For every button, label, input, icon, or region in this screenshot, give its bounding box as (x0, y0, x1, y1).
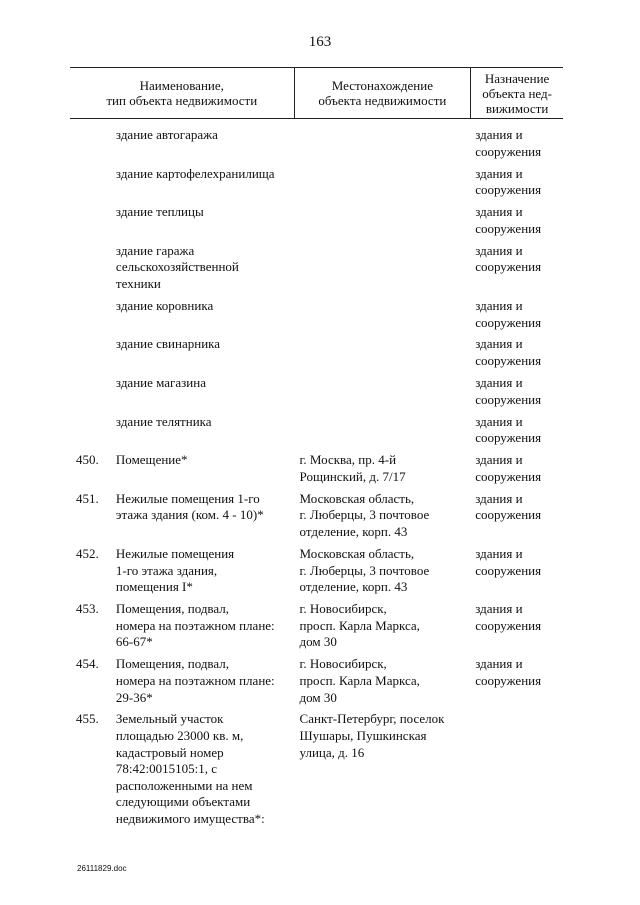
table-row (70, 298, 563, 331)
row-number (70, 414, 116, 447)
row-number (70, 127, 116, 160)
property-table (70, 67, 563, 833)
row-name: Помещение* (115, 452, 188, 468)
row-purpose: здания и сооружения (475, 242, 542, 275)
row-name: здание теплицы (115, 204, 204, 220)
row-name: здание магазина (115, 375, 206, 391)
header-purpose: Назначение объекта нед- вижимости (482, 70, 552, 116)
row-name: Помещения, подвал, номера на поэтажном плане: 29-36* (115, 656, 275, 705)
table-row (70, 711, 563, 827)
row-location (300, 166, 476, 199)
table-row (70, 127, 563, 160)
document-filename: 26111829.doc (77, 864, 127, 873)
row-number: 453. (76, 601, 99, 617)
row-purpose: здания и сооружения (475, 165, 542, 198)
row-location: г. Москва, пр. 4-й Рощинский, д. 7/17 (299, 452, 406, 484)
row-purpose: здания и сооружения (475, 656, 542, 688)
row-name: здание гаража сельскохозяйственной техники (115, 242, 239, 291)
row-number: 451. (76, 490, 99, 506)
row-name: Земельный участок площадью 23000 кв. м, кадастровый номер 78:42:0015105:1, с расположенными на нем следующими объектами недвижимого имущества*: (115, 711, 265, 827)
row-location (300, 375, 476, 408)
row-name: здание автогаража (115, 127, 218, 142)
row-name: Нежилые помещения 1-го этажа здания, помещения I* (115, 545, 235, 595)
row-number (70, 336, 116, 369)
row-location: г. Новосибирск, просп. Карла Маркса, дом 30 (299, 601, 420, 650)
row-number: 454. (76, 656, 99, 672)
header-location: Местонахождение объекта недвижимости (294, 68, 472, 118)
row-location: Московская область, г. Люберцы, 3 почтовое отделение, корп. 43 (299, 490, 430, 539)
row-number: 455. (76, 711, 99, 727)
row-number (70, 204, 116, 237)
table-row (70, 656, 563, 706)
row-location: Санкт-Петербург, поселок Шушары, Пушкинская улица, д. 16 (299, 711, 445, 760)
row-name: здание коровника (115, 297, 214, 313)
row-location: г. Новосибирск, просп. Карла Маркса, дом 30 (299, 656, 420, 705)
table-row (70, 166, 563, 199)
row-name: Нежилые помещения 1-го этажа здания (ком. 4 - 10)* (115, 490, 264, 523)
table-row (70, 243, 563, 293)
row-location (300, 336, 476, 369)
table-body (70, 119, 563, 828)
row-number: 452. (76, 545, 99, 561)
row-purpose: здания и сооружения (475, 127, 542, 159)
row-purpose (475, 711, 563, 827)
row-number (70, 298, 116, 331)
row-number (70, 375, 116, 408)
table-row (70, 375, 563, 408)
row-name: здание телятника (115, 413, 212, 429)
header-name: Наименование, тип объекта недвижимости (106, 78, 258, 108)
table-row (70, 601, 563, 651)
row-purpose: здания и сооружения (475, 204, 542, 236)
row-name: здание свинарника (115, 336, 221, 352)
row-purpose: здания и сооружения (475, 413, 542, 446)
row-number (70, 166, 116, 199)
table-row (70, 452, 563, 485)
row-name: Помещения, подвал, номера на поэтажном плане: 66-67* (115, 601, 275, 650)
row-number (70, 243, 116, 293)
row-purpose: здания и сооружения (475, 601, 542, 633)
row-purpose: здания и сооружения (475, 452, 542, 484)
page-number: 163 (308, 34, 332, 50)
table-row (70, 336, 563, 369)
row-location (300, 243, 476, 293)
row-number: 450. (76, 452, 99, 468)
row-purpose: здания и сооружения (475, 336, 542, 369)
row-purpose: здания и сооружения (475, 375, 542, 407)
row-location (300, 414, 476, 447)
row-purpose: здания и сооружения (475, 545, 542, 578)
table-row (70, 414, 563, 447)
row-purpose: здания и сооружения (475, 297, 542, 330)
table-row (70, 546, 563, 596)
table-row (70, 491, 563, 541)
row-purpose: здания и сооружения (475, 490, 542, 523)
row-location: Московская область, г. Люберцы, 3 почтовое отделение, корп. 43 (299, 545, 430, 595)
table-row (70, 204, 563, 237)
row-name: здание картофелехранилища (115, 165, 275, 181)
table-header (70, 67, 563, 119)
row-location (300, 298, 476, 331)
row-location (300, 204, 476, 237)
row-location (300, 127, 476, 160)
